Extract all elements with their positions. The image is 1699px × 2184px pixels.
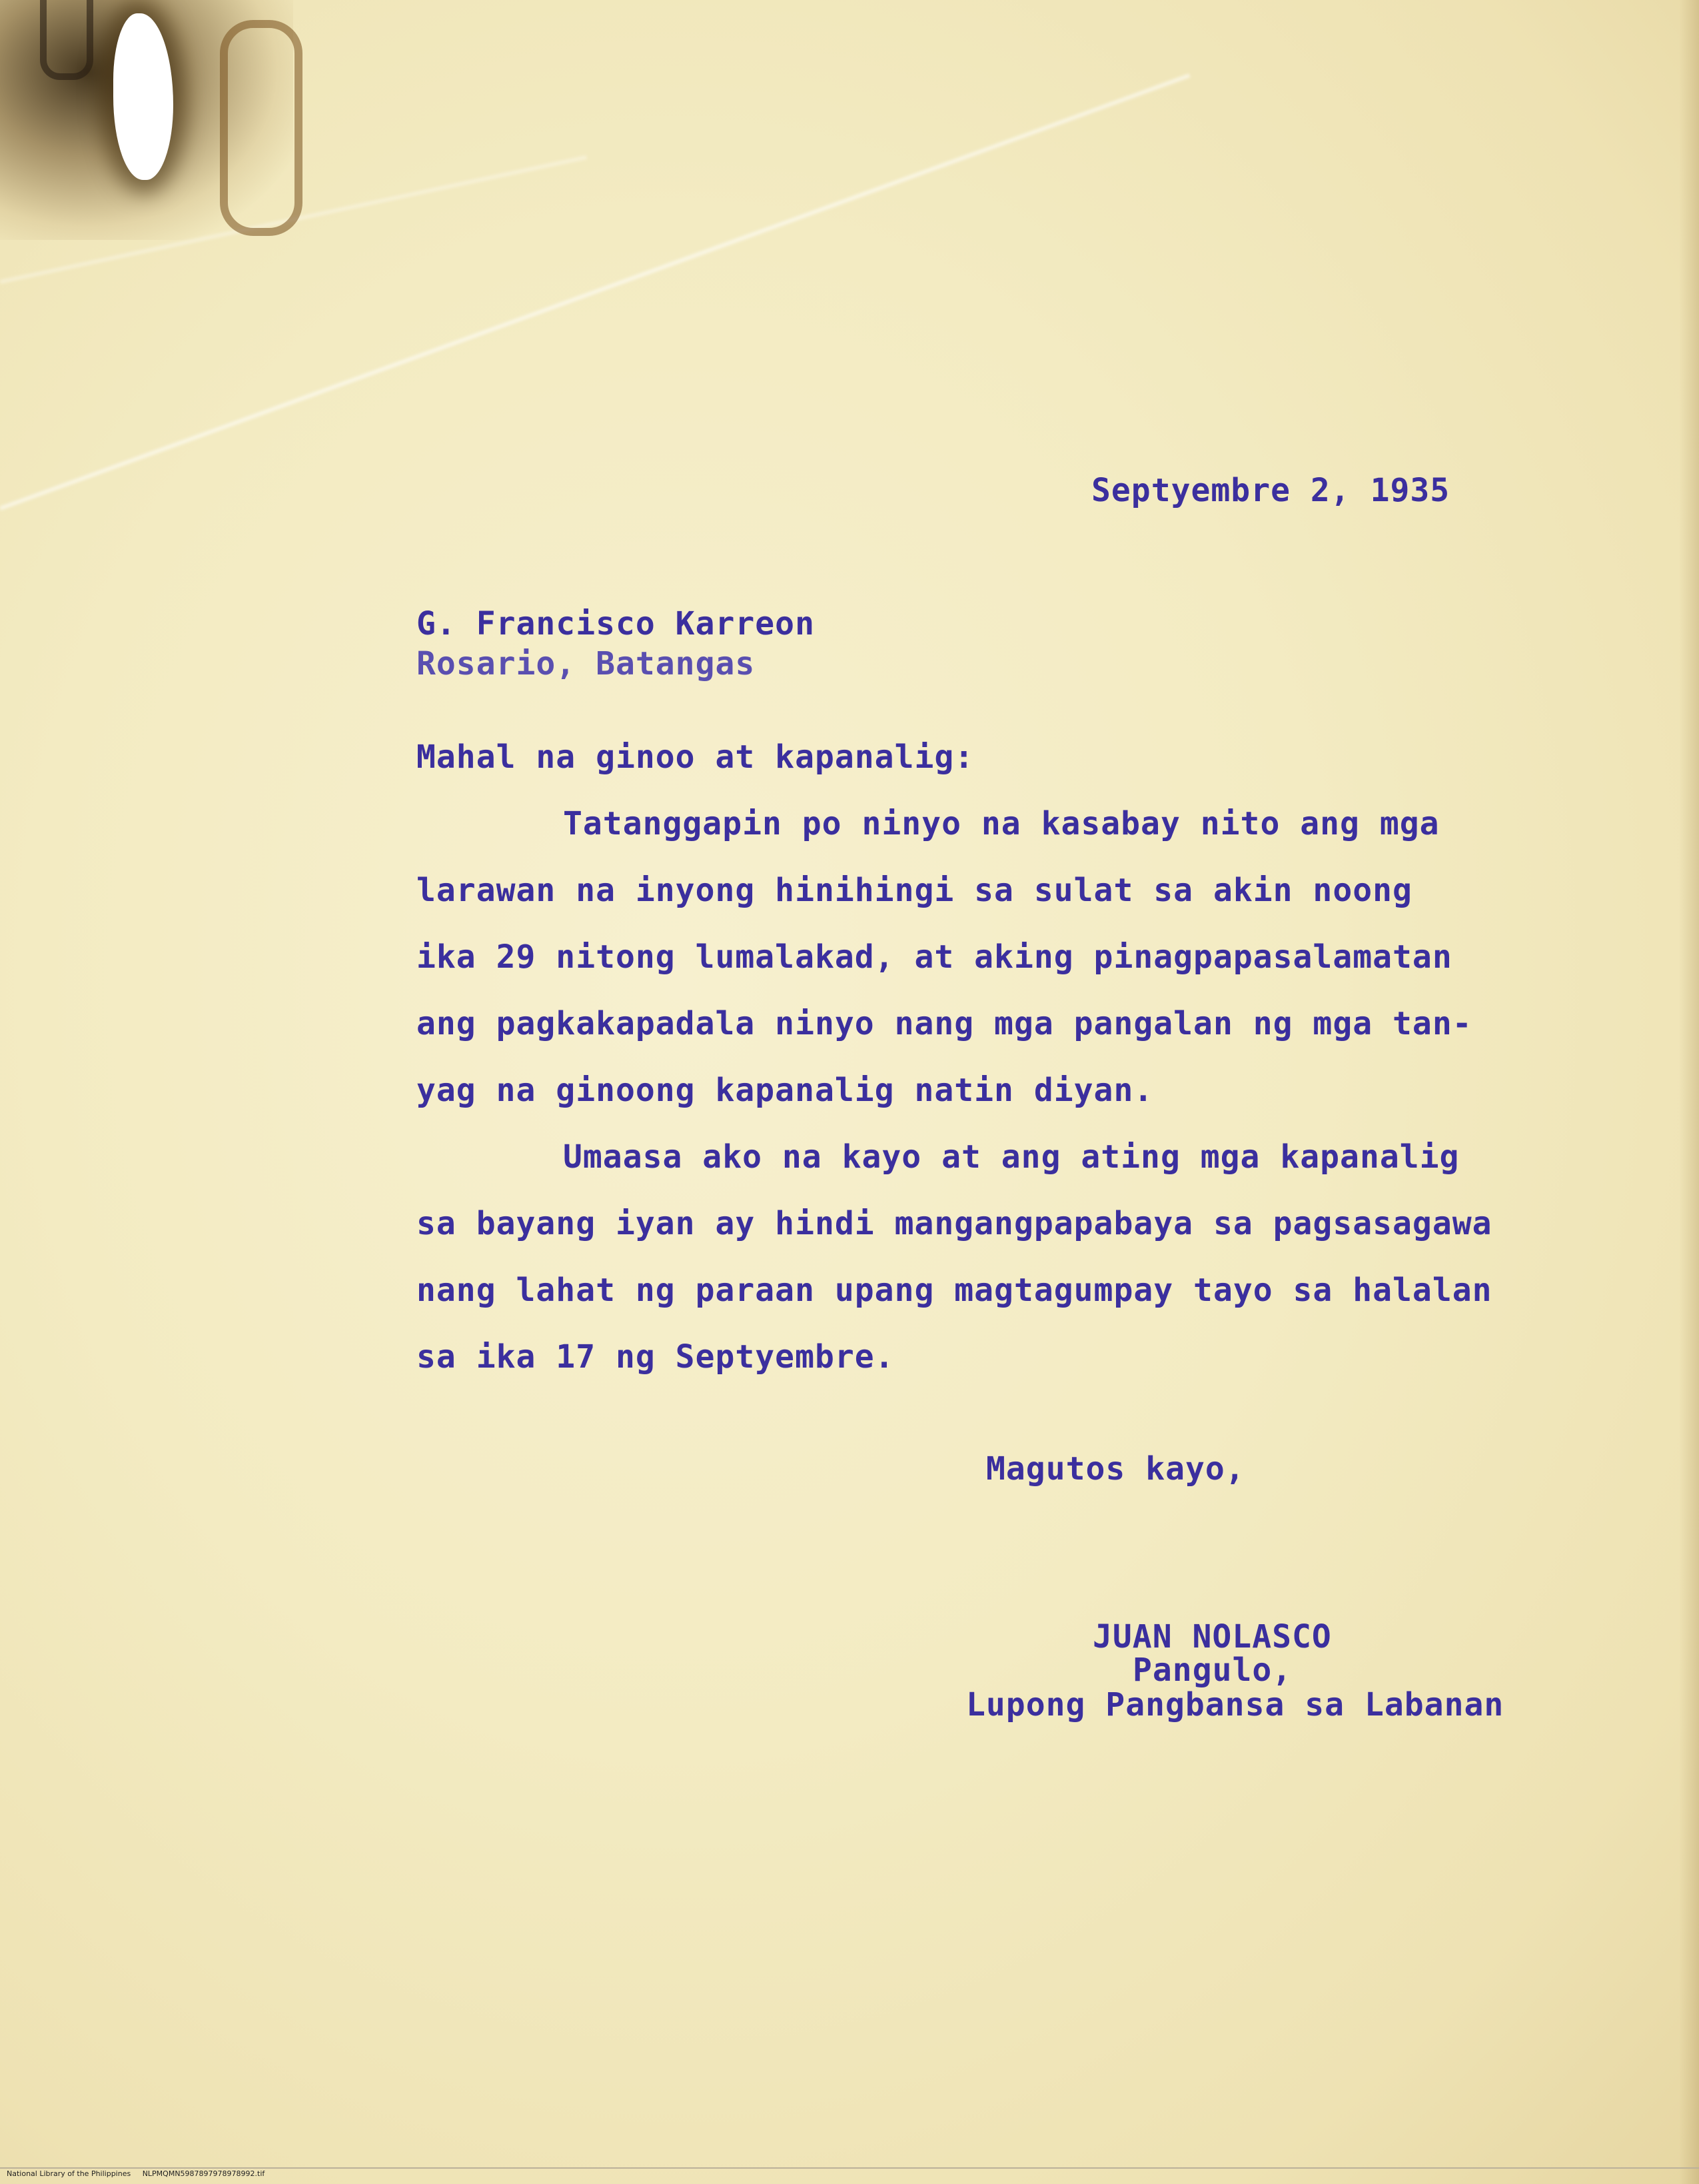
signatory-org: Lupong Pangbansa sa Labanan <box>966 1686 1504 1723</box>
body-line: Umaasa ako na kayo at ang ating mga kapanalig <box>563 1138 1460 1176</box>
body-line: ika 29 nitong lumalakad, at aking pinagpapasalamatan <box>416 938 1452 976</box>
signatory-name: JUAN NOLASCO <box>1093 1618 1332 1655</box>
footer-rule <box>0 2167 1699 2169</box>
clip-mark <box>40 0 93 80</box>
body-line: nang lahat ng paraan upang magtagumpay tayo sa halalan <box>416 1272 1492 1309</box>
letter-date: Septyembre 2, 1935 <box>1091 472 1450 509</box>
body-line: sa ika 17 ng Septyembre. <box>416 1338 895 1376</box>
body-line: Tatanggapin po ninyo na kasabay nito ang mga <box>563 805 1440 842</box>
signatory-title: Pangulo, <box>1133 1651 1293 1689</box>
recipient-place: Rosario, Batangas <box>416 645 756 682</box>
body-line: sa bayang iyan ay hindi mangangpapabaya sa pagsasagawa <box>416 1205 1492 1242</box>
body-line: ang pagkakapadala ninyo nang mga pangalan ng mga tan- <box>416 1005 1472 1042</box>
archive-footer: National Library of the Philippines NLPMQMN5987897978978992.tif <box>7 2169 265 2178</box>
body-line: larawan na inyong hinihingi sa sulat sa akin noong <box>416 872 1413 909</box>
recipient-name: G. Francisco Karreon <box>416 605 815 642</box>
salutation: Mahal na ginoo at kapanalig: <box>416 738 975 776</box>
body-line: yag na ginoong kapanalig natin diyan. <box>416 1072 1154 1109</box>
paper-edge-shadow <box>1679 0 1699 2184</box>
closing: Magutos kayo, <box>986 1450 1245 1488</box>
rust-ring <box>220 20 302 236</box>
